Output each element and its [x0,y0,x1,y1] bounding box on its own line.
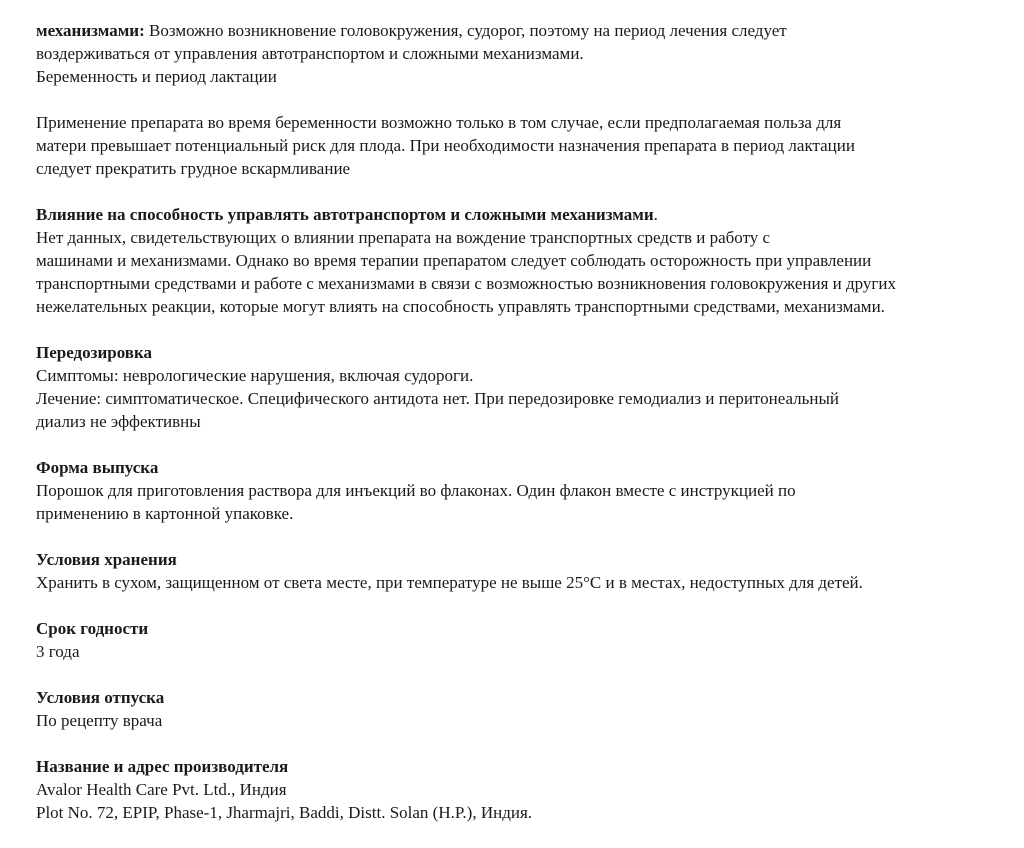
overdose-line: Лечение: симптоматическое. Специфического антидота нет. При передозировке гемодиализ и перитонеальный [36,389,840,408]
intro-line-1 [36,19,1016,42]
overdose-heading: Передозировка [36,343,153,362]
driving-line: Нет данных, свидетельствующих о влиянии препарата на вождение транспортных средств и работу с [36,228,771,247]
driving-line: машинами и механизмами. Однако во время терапии препаратом следует соблюдать осторожность при управлении [36,251,872,270]
intro-section [36,19,1016,88]
pregnancy-line: следует прекратить грудное вскармливание [36,159,351,178]
section-gap [36,180,1016,203]
storage-heading: Условия хранения [36,550,177,569]
intro-lead-rest: Возможно возникновение головокружения, судорог, поэтому на период лечения следует [144,21,787,40]
shelf-life-section [36,617,1016,663]
shelf-life-line: 3 года [36,642,80,661]
form-line: Порошок для приготовления раствора для инъекций во флаконах. Один флакон вместе с инструкцией по [36,481,796,500]
pregnancy-line: Применение препарата во время беременности возможно только в том случае, если предполагаемая польза для [36,113,842,132]
storage-section [36,548,1016,594]
pregnancy-section [36,111,1016,180]
intro-line-2: воздерживаться от управления автотранспортом и сложными механизмами. [36,44,584,63]
section-gap [36,525,1016,548]
section-gap [36,663,1016,686]
section-gap [36,732,1016,755]
pregnancy-line: матери превышает потенциальный риск для плода. При необходимости назначения препарата в период лактации [36,136,855,155]
driving-heading [36,203,1016,226]
dispensing-section [36,686,1016,732]
driving-heading-text: Влияние на способность управлять автотранспортом и сложными механизмами [36,205,654,224]
dispensing-heading: Условия отпуска [36,688,165,707]
overdose-line: диализ не эффективны [36,412,201,431]
driving-line: транспортными средствами и работе с механизмами в связи с возможностью возникновения головокружения и других [36,274,896,293]
manufacturer-line: Avalor Health Care Pvt. Ltd., Индия [36,780,287,799]
manufacturer-section [36,755,1016,824]
intro-lead-bold: механизмами: [36,21,145,40]
storage-line: Хранить в сухом, защищенном от света месте, при температуре не выше 25°C и в местах, недоступных для детей. [36,573,863,592]
manufacturer-heading: Название и адрес производителя [36,757,289,776]
form-heading: Форма выпуска [36,458,159,477]
driving-line: нежелательных реакции, которые могут влиять на способность управлять транспортными средствами, механизмами. [36,297,885,316]
driving-section [36,203,1016,318]
driving-heading-suffix: . [653,205,658,224]
shelf-life-heading: Срок годности [36,619,149,638]
form-section [36,456,1016,525]
section-gap [36,433,1016,456]
section-gap [36,88,1016,111]
overdose-line: Симптомы: неврологические нарушения, включая судороги. [36,366,474,385]
overdose-section [36,341,1016,433]
section-gap [36,318,1016,341]
pregnancy-heading: Беременность и период лактации [36,67,277,86]
manufacturer-line: Plot No. 72, EPIP, Phase-1, Jharmajri, Baddi, Distt. Solan (H.P.), Индия. [36,803,533,822]
form-line: применению в картонной упаковке. [36,504,294,523]
document-page [36,19,1016,824]
section-gap [36,594,1016,617]
dispensing-line: По рецепту врача [36,711,163,730]
